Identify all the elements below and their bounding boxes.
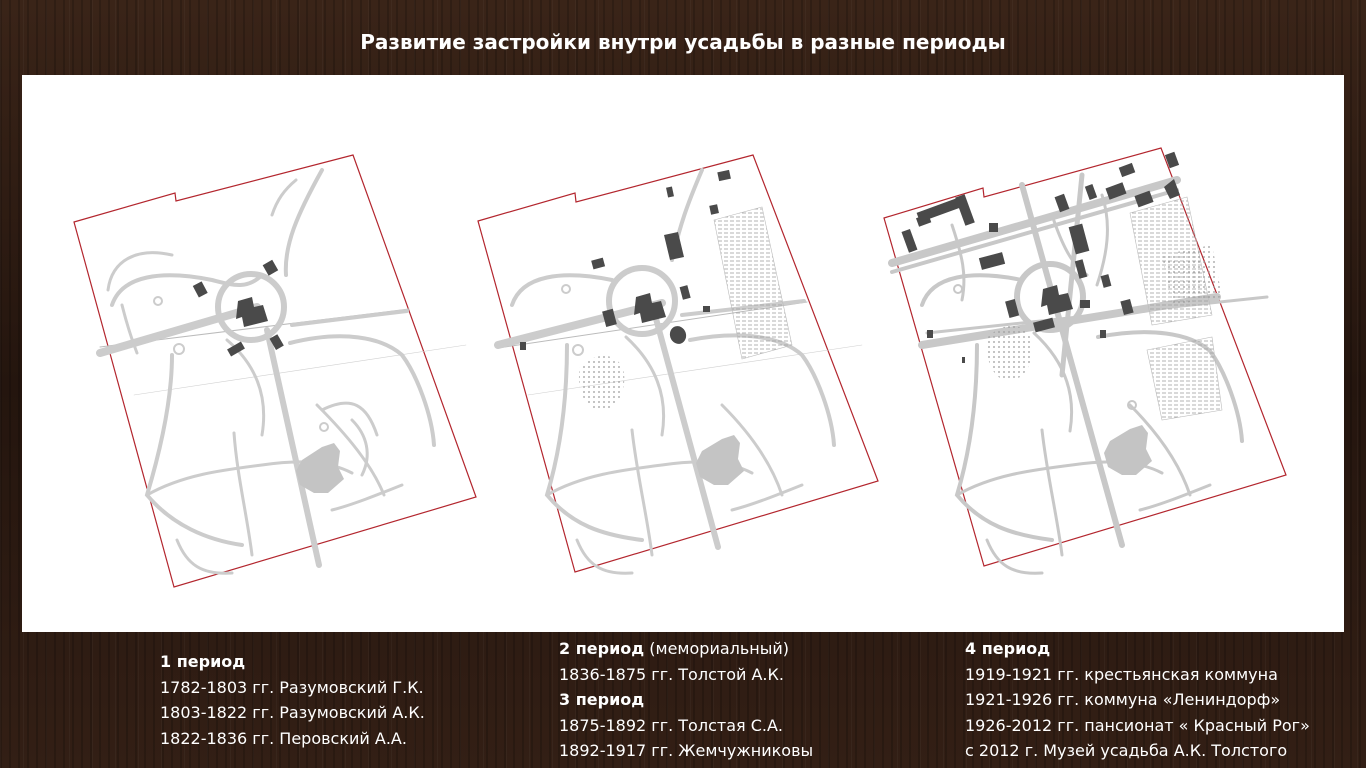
field-plot [1147,337,1222,420]
field-plot [1162,245,1222,305]
buildings [520,170,731,350]
road-network [498,170,862,573]
period-2-line-1: 1836-1875 гг. Толстой А.К. [559,664,784,684]
period-1-caption [160,649,425,751]
period-2-heading: 2 период [559,639,645,658]
period-3-line-2: 1892-1917 гг. Жемчужниковы [559,741,814,760]
period-4-caption [965,636,1310,764]
period-1-map [74,155,476,587]
orchard [987,326,1032,381]
period-3-heading: 3 период [559,690,645,709]
period-4-line-2: 1921-1926 гг. коммуна «Лениндорф» [965,690,1281,709]
period-4-map [884,148,1286,573]
period-4-line-4: с 2012 г. Музей усадьба А.К. Толстого [965,741,1288,760]
period-4-line-3: 1926-2012 гг. пансионат « Красный Рог» [965,715,1310,735]
period-3-line-1: 1875-1892 гг. Толстая С.А. [559,715,783,735]
period-1-line-1: 1782-1803 гг. Разумовский Г.К. [160,677,424,697]
maps-panel [22,75,1344,632]
orchard [579,356,624,411]
period-2-note: (мемориальный) [644,639,790,658]
period-2-map [478,155,878,573]
period-4-line-1: 1919-1921 гг. крестьянская коммуна [965,664,1278,684]
pond [296,443,344,493]
maps-canvas [22,75,1344,632]
road-network [100,170,466,573]
pond [696,435,744,485]
period-4-heading: 4 период [965,639,1051,658]
page-title: Развитие застройки внутри усадьбы в разные периоды [360,30,1006,54]
estate-boundary [478,155,878,572]
period-1-line-3: 1822-1836 гг. Перовский А.А. [160,728,407,748]
period-1-line-2: 1803-1822 гг. Разумовский А.К. [160,703,425,722]
period-1-heading: 1 период [160,652,246,671]
period-2-3-caption [559,636,813,764]
